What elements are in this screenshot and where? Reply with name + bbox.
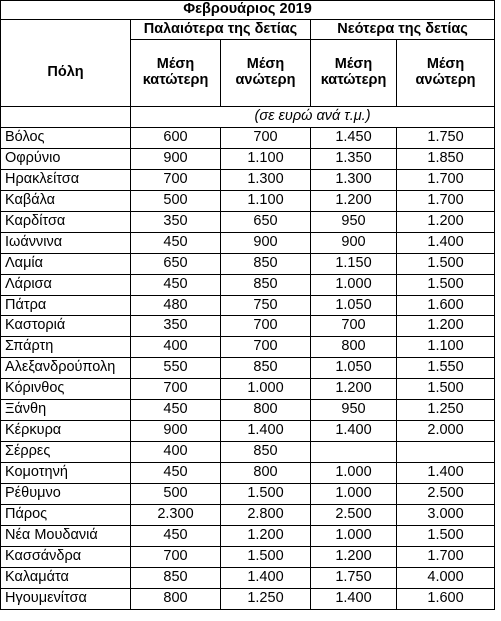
subheader-newer-high: Μέση ανώτερη <box>397 40 495 107</box>
table-row <box>1 400 495 421</box>
older-high-cell: 800 <box>221 463 311 484</box>
newer-high-cell: 1.750 <box>397 128 495 149</box>
older-high-cell: 850 <box>221 253 311 274</box>
table-row <box>1 504 495 525</box>
title-row <box>1 1 495 20</box>
city-cell: Ιωάννινα <box>1 232 131 253</box>
newer-high-cell: 1.600 <box>397 295 495 316</box>
older-high-cell: 800 <box>221 400 311 421</box>
table-row <box>1 128 495 149</box>
newer-low-cell: 700 <box>311 316 397 337</box>
older-low-cell: 350 <box>131 211 221 232</box>
newer-high-cell: 1.550 <box>397 358 495 379</box>
city-cell: Κασσάνδρα <box>1 546 131 567</box>
city-cell: Καστοριά <box>1 316 131 337</box>
older-high-cell: 1.000 <box>221 379 311 400</box>
older-low-cell: 400 <box>131 442 221 463</box>
older-high-cell: 1.100 <box>221 148 311 169</box>
older-low-cell: 500 <box>131 483 221 504</box>
newer-high-cell: 1.250 <box>397 400 495 421</box>
older-high-cell: 700 <box>221 316 311 337</box>
older-low-cell: 600 <box>131 128 221 149</box>
city-cell: Σπάρτη <box>1 337 131 358</box>
older-low-cell: 700 <box>131 379 221 400</box>
newer-high-cell <box>397 442 495 463</box>
older-low-cell: 450 <box>131 400 221 421</box>
older-high-cell: 1.100 <box>221 190 311 211</box>
older-high-cell: 1.400 <box>221 421 311 442</box>
newer-high-cell: 1.500 <box>397 253 495 274</box>
city-cell: Ξάνθη <box>1 400 131 421</box>
older-high-cell: 750 <box>221 295 311 316</box>
older-low-cell: 900 <box>131 421 221 442</box>
newer-low-cell: 900 <box>311 232 397 253</box>
older-low-cell: 450 <box>131 463 221 484</box>
table-row <box>1 421 495 442</box>
newer-high-cell: 1.500 <box>397 274 495 295</box>
table-row <box>1 463 495 484</box>
city-cell: Ηγουμενίτσα <box>1 588 131 609</box>
older-low-cell: 800 <box>131 588 221 609</box>
newer-high-cell: 3.000 <box>397 504 495 525</box>
older-high-cell: 850 <box>221 358 311 379</box>
older-low-cell: 400 <box>131 337 221 358</box>
newer-high-cell: 1.400 <box>397 463 495 484</box>
unit-row <box>1 107 495 128</box>
newer-low-cell: 1.400 <box>311 588 397 609</box>
newer-high-cell: 4.000 <box>397 567 495 588</box>
older-high-cell: 700 <box>221 128 311 149</box>
city-cell: Καλαμάτα <box>1 567 131 588</box>
newer-high-cell: 1.500 <box>397 379 495 400</box>
table-row <box>1 232 495 253</box>
older-low-cell: 480 <box>131 295 221 316</box>
older-low-cell: 700 <box>131 546 221 567</box>
table-row <box>1 442 495 463</box>
older-low-cell: 350 <box>131 316 221 337</box>
city-cell: Κέρκυρα <box>1 421 131 442</box>
table-row <box>1 546 495 567</box>
older-low-cell: 450 <box>131 525 221 546</box>
subheader-row <box>1 40 495 107</box>
table-row <box>1 358 495 379</box>
table-row <box>1 148 495 169</box>
older-high-cell: 1.250 <box>221 588 311 609</box>
table-row <box>1 588 495 609</box>
table-row <box>1 169 495 190</box>
older-low-cell: 650 <box>131 253 221 274</box>
newer-low-cell: 1.450 <box>311 128 397 149</box>
older-low-cell: 500 <box>131 190 221 211</box>
newer-low-cell: 1.000 <box>311 483 397 504</box>
newer-high-cell: 1.200 <box>397 211 495 232</box>
older-high-cell: 1.400 <box>221 567 311 588</box>
city-cell: Πάρος <box>1 504 131 525</box>
table-row <box>1 211 495 232</box>
table-row <box>1 274 495 295</box>
city-column-header: Πόλη <box>1 40 131 107</box>
table-row <box>1 190 495 211</box>
newer-low-cell: 1.200 <box>311 190 397 211</box>
older-high-cell: 650 <box>221 211 311 232</box>
newer-high-cell: 1.100 <box>397 337 495 358</box>
newer-low-cell: 1.350 <box>311 148 397 169</box>
subheader-older-high: Μέση ανώτερη <box>221 40 311 107</box>
city-cell: Νέα Μουδανιά <box>1 525 131 546</box>
city-cell: Ρέθυμνο <box>1 483 131 504</box>
city-cell: Βόλος <box>1 128 131 149</box>
table-row <box>1 316 495 337</box>
table-row <box>1 567 495 588</box>
group-header-older: Παλαιότερα της δετίας <box>131 20 311 40</box>
table-row <box>1 379 495 400</box>
city-cell: Λάρισα <box>1 274 131 295</box>
newer-high-cell: 1.700 <box>397 190 495 211</box>
older-low-cell: 700 <box>131 169 221 190</box>
newer-low-cell: 1.000 <box>311 525 397 546</box>
older-high-cell: 1.300 <box>221 169 311 190</box>
newer-low-cell: 1.400 <box>311 421 397 442</box>
newer-low-cell: 1.000 <box>311 274 397 295</box>
newer-high-cell: 1.400 <box>397 232 495 253</box>
city-cell: Αλεξανδρούπολη <box>1 358 131 379</box>
older-low-cell: 550 <box>131 358 221 379</box>
older-low-cell: 850 <box>131 567 221 588</box>
older-low-cell: 900 <box>131 148 221 169</box>
unit-row-blank <box>1 107 131 128</box>
city-cell: Σέρρες <box>1 442 131 463</box>
newer-low-cell: 1.050 <box>311 358 397 379</box>
newer-high-cell: 2.000 <box>397 421 495 442</box>
newer-low-cell: 1.750 <box>311 567 397 588</box>
newer-low-cell: 2.500 <box>311 504 397 525</box>
subheader-newer-low: Μέση κατώτερη <box>311 40 397 107</box>
older-high-cell: 1.500 <box>221 546 311 567</box>
unit-note: (σε ευρώ ανά τ.μ.) <box>131 107 495 128</box>
newer-high-cell: 1.850 <box>397 148 495 169</box>
city-cell: Καρδίτσα <box>1 211 131 232</box>
newer-low-cell <box>311 442 397 463</box>
city-cell: Πάτρα <box>1 295 131 316</box>
city-cell: Λαμία <box>1 253 131 274</box>
group-header-newer: Νεότερα της δετίας <box>311 20 495 40</box>
newer-high-cell: 1.200 <box>397 316 495 337</box>
older-high-cell: 850 <box>221 442 311 463</box>
older-low-cell: 450 <box>131 232 221 253</box>
table-title: Φεβρουάριος 2019 <box>1 1 495 20</box>
older-high-cell: 900 <box>221 232 311 253</box>
newer-high-cell: 2.500 <box>397 483 495 504</box>
newer-high-cell: 1.700 <box>397 546 495 567</box>
subheader-older-low: Μέση κατώτερη <box>131 40 221 107</box>
newer-low-cell: 800 <box>311 337 397 358</box>
older-high-cell: 700 <box>221 337 311 358</box>
city-cell: Κόρινθος <box>1 379 131 400</box>
older-high-cell: 1.200 <box>221 525 311 546</box>
older-low-cell: 450 <box>131 274 221 295</box>
newer-high-cell: 1.500 <box>397 525 495 546</box>
older-high-cell: 2.800 <box>221 504 311 525</box>
newer-low-cell: 1.300 <box>311 169 397 190</box>
newer-low-cell: 1.050 <box>311 295 397 316</box>
newer-low-cell: 1.200 <box>311 546 397 567</box>
newer-high-cell: 1.600 <box>397 588 495 609</box>
newer-low-cell: 1.150 <box>311 253 397 274</box>
table-row <box>1 337 495 358</box>
older-high-cell: 1.500 <box>221 483 311 504</box>
table-row <box>1 483 495 504</box>
newer-low-cell: 1.000 <box>311 463 397 484</box>
city-cell: Οφρύνιο <box>1 148 131 169</box>
group-header-blank <box>1 20 131 40</box>
newer-low-cell: 1.200 <box>311 379 397 400</box>
older-high-cell: 850 <box>221 274 311 295</box>
older-low-cell: 2.300 <box>131 504 221 525</box>
table-row <box>1 295 495 316</box>
city-cell: Ηρακλείτσα <box>1 169 131 190</box>
newer-high-cell: 1.700 <box>397 169 495 190</box>
city-cell: Κομοτηνή <box>1 463 131 484</box>
group-header-row <box>1 20 495 40</box>
newer-low-cell: 950 <box>311 211 397 232</box>
city-cell: Καβάλα <box>1 190 131 211</box>
newer-low-cell: 950 <box>311 400 397 421</box>
table-row <box>1 253 495 274</box>
table-row <box>1 525 495 546</box>
